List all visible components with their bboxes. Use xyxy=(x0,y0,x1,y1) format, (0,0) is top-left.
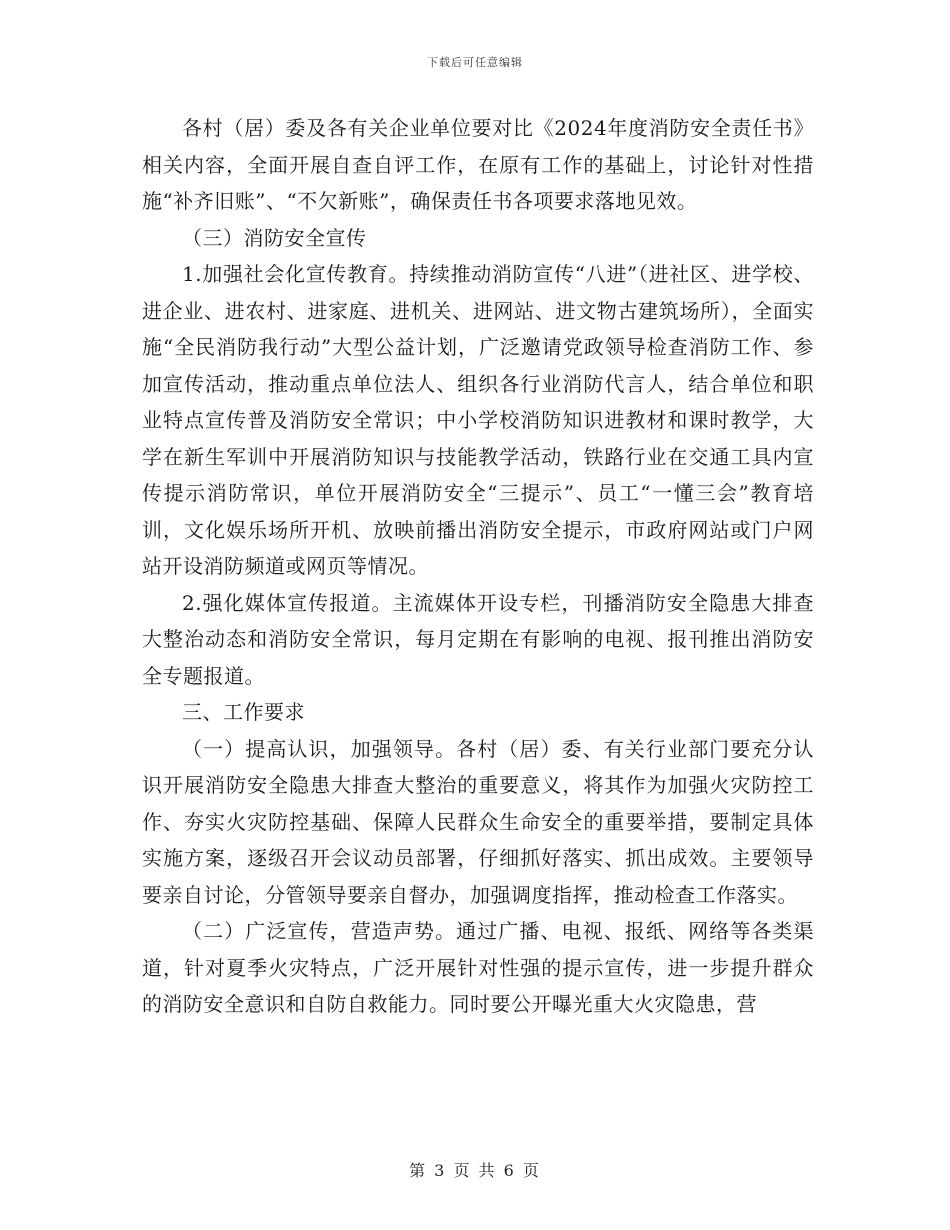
paragraph-publicity-momentum: （二）广泛宣传，营造声势。通过广播、电视、报纸、网络等各类渠道，针对夏季火灾特点，广泛开展针对性强的提示宣传，进一步提升群众的消防安全意识和自防自救能力。同时要公开曝光重大火灾隐患，营 xyxy=(142,919,814,1016)
document-body xyxy=(142,110,814,1023)
section-heading-publicity: （三）消防安全宣传 xyxy=(182,225,367,250)
paragraph-media-reporting: 2.强化媒体宣传报道。主流媒体开设专栏，刊播消防安全隐患大排查大整治动态和消防安全常识，每月定期在有影响的电视、报刊推出消防安全专题报道。 xyxy=(142,590,814,688)
paragraph-leadership: （一）提高认识，加强领导。各村（居）委、有关行业部门要充分认识开展消防安全隐患大排查大整治的重要意义，将其作为加强火灾防控工作、夯实火灾防控基础、保障人民群众生命安全的重要举措，要制定具体实施方案，逐级召开会议动员部署，仔细抓好落实、抓出成效。主要领导要亲自讨论，分管领导要亲自督办，加强调度指挥，推动检查工作落实。 xyxy=(142,736,814,907)
page-header: 下载后可任意编辑 xyxy=(427,56,523,69)
paragraph-responsibility: 各村（居）委及各有关企业单位要对比《2024年度消防安全责任书》相关内容，全面开展自查自评工作，在原有工作的基础上，讨论针对性措施“补齐旧账”、“不欠新账”，确保责任书各项要求落地见效。 xyxy=(142,116,814,213)
paragraph-social-education: 1.加强社会化宣传教育。持续推动消防宣传“八进”（进社区、进学校、进企业、进农村、进家庭、进机关、进网站、进文物古建筑场所），全面实施“全民消防我行动”大型公益计划，广泛邀请党政领导检查消防工作、参加宣传活动，推动重点单位法人、组织各行业消防代言人，结合单位和职业特点宣传普及消防安全常识；中小学校消防知识进教材和课时教学，大学在新生军训中开展消防知识与技能教学活动，铁路行业在交通工具内宣传提示消防常识，单位开展消防安全“三提示”、员工“一懂三会”教育培训，文化娱乐场所开机、放映前播出消防安全提示，市政府网站或门户网站开设消防频道或网页等情况。 xyxy=(142,262,814,578)
page-number: 第 3 页 共 6 页 xyxy=(409,1161,541,1180)
section-heading-requirements: 三、工作要求 xyxy=(182,700,305,724)
